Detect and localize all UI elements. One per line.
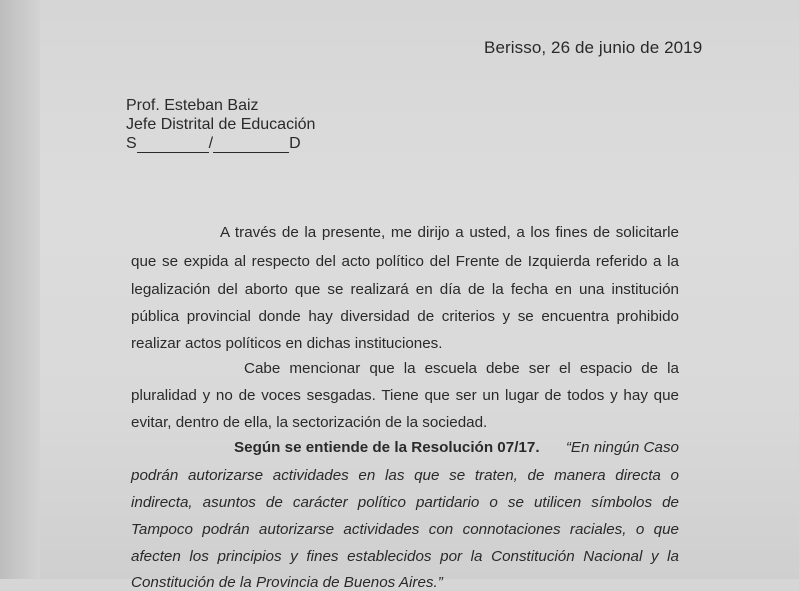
body-line: realizar actos políticos en dichas instituciones. xyxy=(131,335,443,352)
sd-start: S xyxy=(126,135,137,152)
body-line: A través de la presente, me dirijo a usted, a los fines de solicitarle xyxy=(220,224,679,241)
letter-date: Berisso, 26 de junio de 2019 xyxy=(484,38,703,57)
resolution-reference: Según se entiende de la Resolución 07/17. xyxy=(234,439,540,456)
sd-separator: / xyxy=(208,135,214,152)
recipient-title: Jefe Distrital de Educación xyxy=(126,116,316,133)
sd-blank-1 xyxy=(137,138,209,153)
quote-line: Tampoco podrán autorizarse actividades con connotaciones raciales, o que xyxy=(131,521,679,538)
sd-end: D xyxy=(289,135,301,152)
body-line: que se expida al respecto del acto político del Frente de Izquierda referido a la xyxy=(131,253,679,270)
body-line: evitar, dentro de ella, la sectorización de la sociedad. xyxy=(131,414,488,431)
quote-line: indirecta, asuntos de carácter político partidario o se utilicen símbolos de xyxy=(131,494,679,511)
paper-edge xyxy=(0,0,40,579)
quote-line: afecten los principios y fines establecidos por la Constitución Nacional y la xyxy=(131,548,679,565)
quote-start: “En ningún Caso xyxy=(565,439,679,456)
body-line: legalización del aborto que se realizará en día de la fecha en una institución xyxy=(131,281,679,298)
quote-line: Constitución de la Provincia de Buenos Aires.” xyxy=(131,574,443,591)
quote-line: podrán autorizarse actividades en las que se traten, de manera directa o xyxy=(131,467,679,484)
body-line: pública provincial donde hay diversidad de criterios y se encuentra prohibido xyxy=(131,308,679,325)
resolution-line xyxy=(234,439,679,456)
body-line: Cabe mencionar que la escuela debe ser el espacio de la xyxy=(244,360,679,377)
sd-line xyxy=(126,134,315,153)
recipient-name: Prof. Esteban Baiz xyxy=(126,97,259,114)
recipient-block xyxy=(126,96,315,153)
sd-blank-2 xyxy=(213,138,289,153)
body-line: pluralidad y no de voces sesgadas. Tiene que ser un lugar de todos y hay que xyxy=(131,387,679,404)
